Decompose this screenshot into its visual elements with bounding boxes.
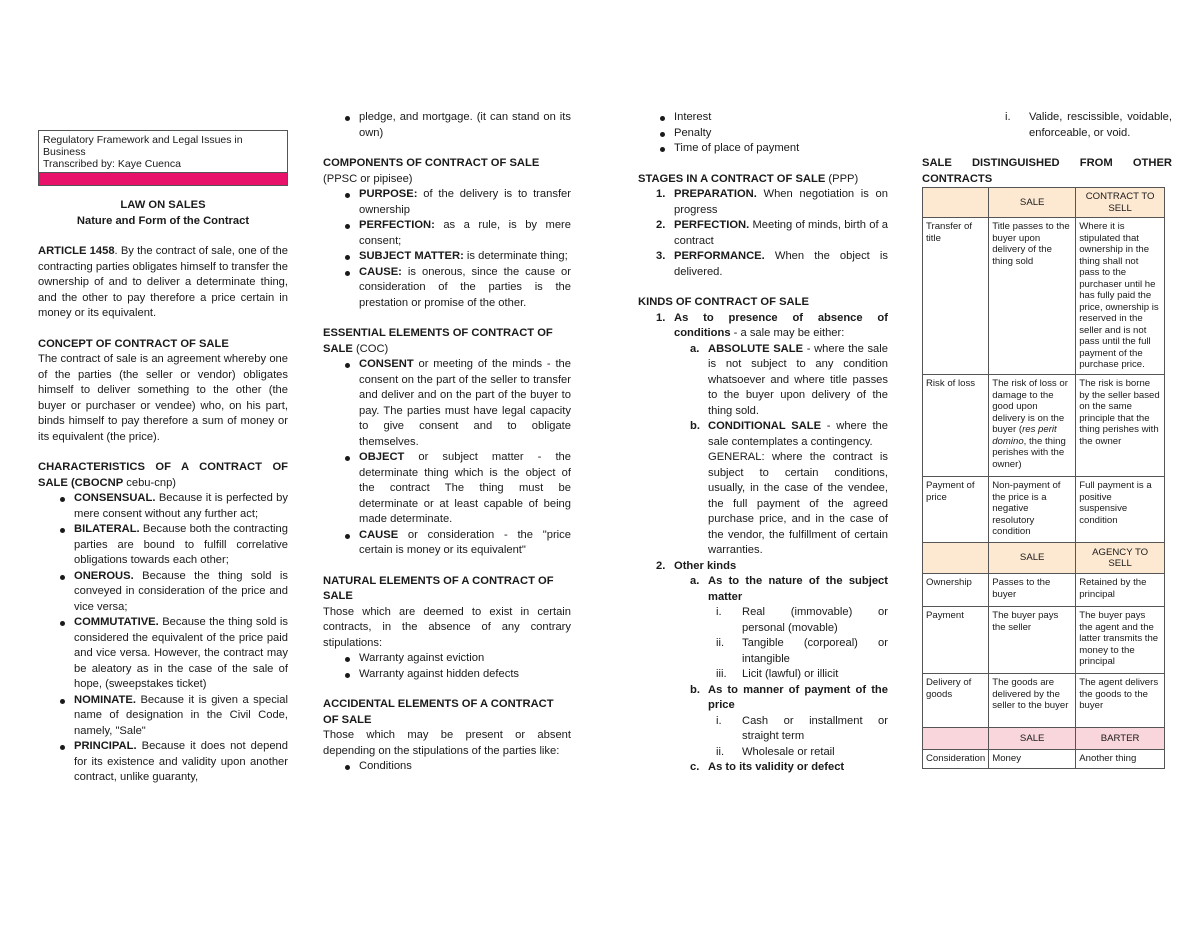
characteristics-heading — [38, 460, 288, 491]
list-item — [638, 249, 888, 280]
table-row — [923, 574, 1165, 607]
kinds-heading: KINDS OF CONTRACT OF SALE — [638, 296, 809, 308]
item-text: Wholesale or retail — [742, 745, 835, 758]
table-cell: The risk is borne by the seller based on the same principle that the thing perishes with the owner — [1076, 375, 1165, 477]
item-term: As to manner of payment of the price — [708, 683, 888, 711]
roman-item — [1005, 110, 1172, 141]
item-text: Because the thing sold is conveyed in consideration of the price and vice versa; — [74, 569, 288, 613]
item-text: is onerous, since the cause or consideration of the parties is the prestation or promise of the other. — [359, 265, 571, 309]
validity-list — [922, 110, 1172, 141]
item-term: CAUSE — [359, 528, 399, 541]
item-text: Valide, rescissible, voidable, enforceable, or void. — [1029, 111, 1172, 139]
column-2 — [323, 110, 571, 775]
doc-title: LAW ON SALES — [120, 199, 206, 211]
list-item: Penalty — [638, 126, 888, 142]
table-cell: Payment — [923, 607, 989, 674]
table-header-row — [923, 188, 1165, 218]
table-cell — [989, 375, 1076, 477]
list-item — [638, 559, 888, 776]
table-header-cell: CONTRACT TO SELL — [1076, 188, 1165, 218]
concept-text: The contract of sale is an agreement whereby one of the parties (the seller or vendor) obligates himself to deliver something to the other (the buyer or purchaser or vendee) who, on his part, binds himself to pay therefore a sum of money or its equivalent (the price). — [38, 353, 288, 443]
table-cell: Money — [989, 750, 1076, 769]
essential-list — [323, 357, 571, 559]
item-term: CAUSE: — [359, 265, 402, 278]
table-cell: Ownership — [923, 574, 989, 607]
item-term: ABSOLUTE SALE — [708, 342, 804, 355]
item-text: When negotiation is on progress — [674, 188, 888, 216]
table-row — [923, 750, 1165, 769]
item-numeral: iii. — [716, 668, 727, 680]
item-numeral: i. — [716, 714, 722, 727]
item-text: or subject matter - the determinate thing which is the object of the contract The thing must be determinate or at least capable of being made determinate. — [359, 451, 571, 525]
item-term: NOMINATE. — [74, 693, 136, 706]
accidental-list-continued — [638, 110, 888, 157]
natural-heading: NATURAL ELEMENTS OF A CONTRACT OF SALE — [323, 574, 554, 602]
item-text: Real (immovable) or personal (movable) — [742, 606, 888, 634]
sub-item — [672, 760, 888, 776]
item-term: PURPOSE: — [359, 188, 418, 200]
article-label: ARTICLE 1458 — [38, 245, 115, 257]
table-row — [923, 477, 1165, 543]
essential-heading-text: ESSENTIAL ELEMENTS OF CONTRACT OF SALE — [323, 327, 553, 355]
table-header-cell: BARTER — [1076, 728, 1165, 750]
roman-item — [708, 714, 888, 745]
course-title: Regulatory Framework and Legal Issues in Business — [43, 134, 243, 158]
list-item-continued — [323, 110, 571, 141]
roman-item — [708, 605, 888, 636]
distinguished-heading-text: SALE DISTINGUISHED FROM OTHER CONTRACTS — [922, 157, 1172, 185]
list-item — [38, 569, 288, 616]
sale-vs-contract-to-sell-table — [922, 187, 1165, 769]
item-text: pledge, and mortgage. (it can stand on its own) — [359, 111, 571, 139]
doc-subtitle: Nature and Form of the Contract — [76, 214, 250, 227]
list-item: Warranty against hidden defects — [323, 667, 571, 683]
column-1 — [38, 110, 288, 786]
components-mnemonic: (PPSC or pipisee) — [323, 172, 413, 185]
table-row — [923, 607, 1165, 674]
item-number: 1. — [656, 311, 666, 324]
item-text: Meeting of minds, birth of a contract — [674, 219, 888, 247]
concept-heading: CONCEPT OF CONTRACT OF SALE — [38, 337, 229, 350]
table-cell: Another thing — [1076, 750, 1165, 769]
list-item — [638, 311, 888, 559]
table-header-cell: SALE — [989, 728, 1076, 750]
item-numeral: ii. — [716, 637, 725, 649]
list-item — [638, 218, 888, 249]
item-text: or consideration - the "price certain is money or its equivalent" — [359, 528, 571, 556]
sub-item — [672, 419, 888, 559]
item-text: - a sale may be either: — [730, 327, 845, 339]
item-term: Other kinds — [674, 559, 737, 572]
list-item — [323, 528, 571, 559]
item-term: SUBJECT MATTER: — [359, 250, 464, 262]
accidental-heading: ACCIDENTAL ELEMENTS OF A CONTRACT OF SALE — [323, 698, 554, 726]
item-text: Because it is perfected by mere consent without any further act; — [74, 492, 288, 520]
item-term: PERFECTION. — [674, 219, 750, 231]
sub-list — [672, 574, 888, 776]
item-text: as a rule, is by mere consent; — [359, 219, 571, 247]
table-cell: Transfer of title — [923, 218, 989, 375]
item-number: 2. — [656, 559, 666, 572]
stages-heading — [638, 172, 888, 188]
item-number: 1. — [656, 188, 666, 200]
table-header-cell — [923, 543, 989, 574]
list-item — [323, 357, 571, 450]
char-code: CBOCNP — [74, 476, 124, 489]
stages-heading-text: STAGES IN A CONTRACT OF SALE — [638, 172, 826, 185]
item-term: CONDITIONAL SALE — [708, 420, 822, 432]
sub-item — [672, 342, 888, 420]
item-text: of the delivery is to transfer ownership — [359, 188, 571, 216]
item-term: ONEROUS. — [74, 569, 134, 582]
char-mnemonic: cebu-cnp) — [123, 476, 177, 489]
essential-heading — [323, 326, 571, 357]
list-item — [323, 218, 571, 249]
roman-list — [708, 605, 888, 683]
item-text: Licit (lawful) or illicit — [742, 668, 839, 680]
header-box — [38, 130, 288, 173]
table-cell: The buyer pays the seller — [989, 607, 1076, 674]
list-item — [323, 187, 571, 218]
characteristics-list — [38, 491, 288, 786]
column-3 — [638, 110, 888, 776]
item-letter: c. — [690, 761, 700, 773]
latin-maxim: res perit domino — [992, 424, 1057, 447]
article-1458 — [38, 244, 288, 322]
item-text: Because the thing sold is considered the equivalent of the price paid and vice versa. However, the contract may be aleatory as in the case of the sale of hope, (sweepstakes ticket) — [74, 616, 288, 690]
item-text: is determinate thing; — [463, 250, 568, 262]
item-numeral: i. — [1005, 111, 1011, 123]
list-item — [38, 491, 288, 522]
item-term: OBJECT — [359, 451, 405, 463]
item-term: PERFORMANCE. — [674, 250, 765, 262]
table-cell: Delivery of goods — [923, 674, 989, 728]
list-item — [323, 249, 571, 265]
table-header-cell — [923, 188, 989, 218]
table-row — [923, 218, 1165, 375]
list-item: Conditions — [323, 759, 571, 775]
table-header-cell — [923, 728, 989, 750]
item-term: COMMUTATIVE. — [74, 616, 159, 628]
natural-list — [323, 651, 571, 682]
item-term: As to its validity or defect — [708, 761, 845, 773]
table-row — [923, 375, 1165, 477]
list-item — [323, 265, 571, 312]
list-item — [38, 693, 288, 740]
roman-list — [708, 714, 888, 761]
item-term: PRINCIPAL. — [74, 740, 137, 752]
list-item: Warranty against eviction — [323, 651, 571, 667]
item-text: or meeting of the minds - the consent on the part of the seller to transfer and deliver and on the part of the buyer to pay. The parties must have legal capacity to give consent and to obligate themselves. — [359, 358, 571, 448]
item-text: - where the sale is not subject to any condition whatsoever and where title passes to the buyer upon delivery of the thing sold. — [708, 342, 888, 417]
transcriber: Transcribed by: Kaye Cuenca — [43, 158, 181, 170]
item-number: 2. — [656, 219, 666, 231]
table-cell: The goods are delivered by the seller to the buyer — [989, 674, 1076, 728]
item-text: Cash or installment or straight term — [742, 714, 888, 742]
item-text: When the object is delivered. — [674, 250, 888, 278]
item-term: CONSENT — [359, 358, 414, 370]
table-cell: Full payment is a positive suspensive condition — [1076, 477, 1165, 543]
essential-mnemonic: (COC) — [352, 342, 389, 355]
table-cell: Consideration — [923, 750, 989, 769]
table-cell: Where it is stipulated that ownership in the thing shall not pass to the purchaser until he has fully paid the price, ownership is reserved in the seller and is not pass until the full payment of the purchase price. — [1076, 218, 1165, 375]
table-cell: Payment of price — [923, 477, 989, 543]
table-header-cell: SALE — [989, 543, 1076, 574]
item-term: PREPARATION. — [674, 188, 757, 200]
table-cell: Non-payment of the price is a negative resolutory condition — [989, 477, 1076, 543]
components-heading: COMPONENTS OF CONTRACT OF SALE — [323, 157, 540, 169]
list-item: Time of place of payment — [638, 141, 888, 157]
item-letter: a. — [690, 575, 700, 587]
table-header-cell: AGENCY TO SELL — [1076, 543, 1165, 574]
char-heading-text: CHARACTERISTICS OF A CONTRACT OF SALE ( — [38, 461, 288, 489]
item-text: Because both the contracting parties are bound to fulfill correlative obligations towards each other; — [74, 523, 288, 566]
item-letter: b. — [690, 420, 700, 432]
item-numeral: i. — [716, 606, 722, 618]
item-letter: b. — [690, 683, 700, 696]
sub-list — [672, 342, 888, 559]
table-cell: The agent delivers the goods to the buyer — [1076, 674, 1165, 728]
item-numeral: ii. — [716, 745, 725, 758]
roman-item — [708, 667, 888, 683]
table-header-row — [923, 543, 1165, 574]
table-row — [923, 674, 1165, 728]
table-cell: The buyer pays the agent and the latter transmits the money to the principal — [1076, 607, 1165, 674]
pink-accent-bar — [38, 173, 288, 186]
cell-text: , the thing perishes with the owner) — [992, 435, 1066, 470]
item-term: CONSENSUAL. — [74, 492, 156, 504]
accidental-list — [323, 759, 571, 775]
cell-text: The risk of loss or damage to the good upon delivery is on the buyer ( — [992, 378, 1068, 435]
item-term: As to the nature of the subject matter — [708, 575, 888, 603]
kinds-list — [638, 311, 888, 776]
table-cell: Title passes to the buyer upon delivery of the thing sold — [989, 218, 1076, 375]
table-header-row — [923, 728, 1165, 750]
item-term: BILATERAL. — [74, 523, 140, 535]
table-cell: Retained by the principal — [1076, 574, 1165, 607]
stages-mnemonic: (PPP) — [825, 172, 859, 185]
table-header-cell: SALE — [989, 188, 1076, 218]
table-cell: Risk of loss — [923, 375, 989, 477]
table-cell: Passes to the buyer — [989, 574, 1076, 607]
item-letter: a. — [690, 342, 700, 355]
sub-item — [672, 574, 888, 683]
list-item — [38, 739, 288, 786]
article-text: . By the contract of sale, one of the contracting parties obligates himself to transfer the ownership of and to deliver a determinate thing, and the other to pay therefore a price certain in money or its equivalent. — [38, 245, 288, 319]
item-term: As to presence of absence of conditions — [674, 311, 888, 339]
list-item — [323, 450, 571, 528]
sub-item — [672, 683, 888, 761]
distinguished-heading — [922, 156, 1172, 187]
item-text: Because it does not depend for its existence and validity upon another contract, unlike guaranty, — [74, 740, 288, 783]
continuation — [287, 110, 571, 141]
roman-item — [708, 636, 888, 667]
accidental-text: Those which may be present or absent depending on the stipulations of the parties like: — [323, 729, 571, 757]
list-item: Interest — [638, 110, 888, 126]
item-term: PERFECTION: — [359, 219, 435, 231]
natural-text: Those which are deemed to exist in certain contracts, in the absence of any contrary stipulations: — [323, 605, 571, 649]
item-number: 3. — [656, 250, 666, 262]
components-list — [323, 187, 571, 311]
list-item — [638, 187, 888, 218]
list-item — [38, 615, 288, 693]
column-4 — [922, 110, 1172, 769]
roman-item — [708, 745, 888, 761]
stages-list — [638, 187, 888, 280]
list-item — [38, 522, 288, 569]
general-note: GENERAL: where the contract is subject to certain conditions, usually, in the case of the vendee, the full payment of the agreed purchase price, and in the case of the vendor, the fulfillment of certain warranties. — [708, 451, 888, 556]
item-text: Tangible (corporeal) or intangible — [742, 637, 888, 665]
item-text: Because it is given a special name of designation in the Civil Code, namely, "Sale" — [74, 693, 288, 737]
item-text: - where the sale contemplates a contingency. — [708, 420, 888, 448]
